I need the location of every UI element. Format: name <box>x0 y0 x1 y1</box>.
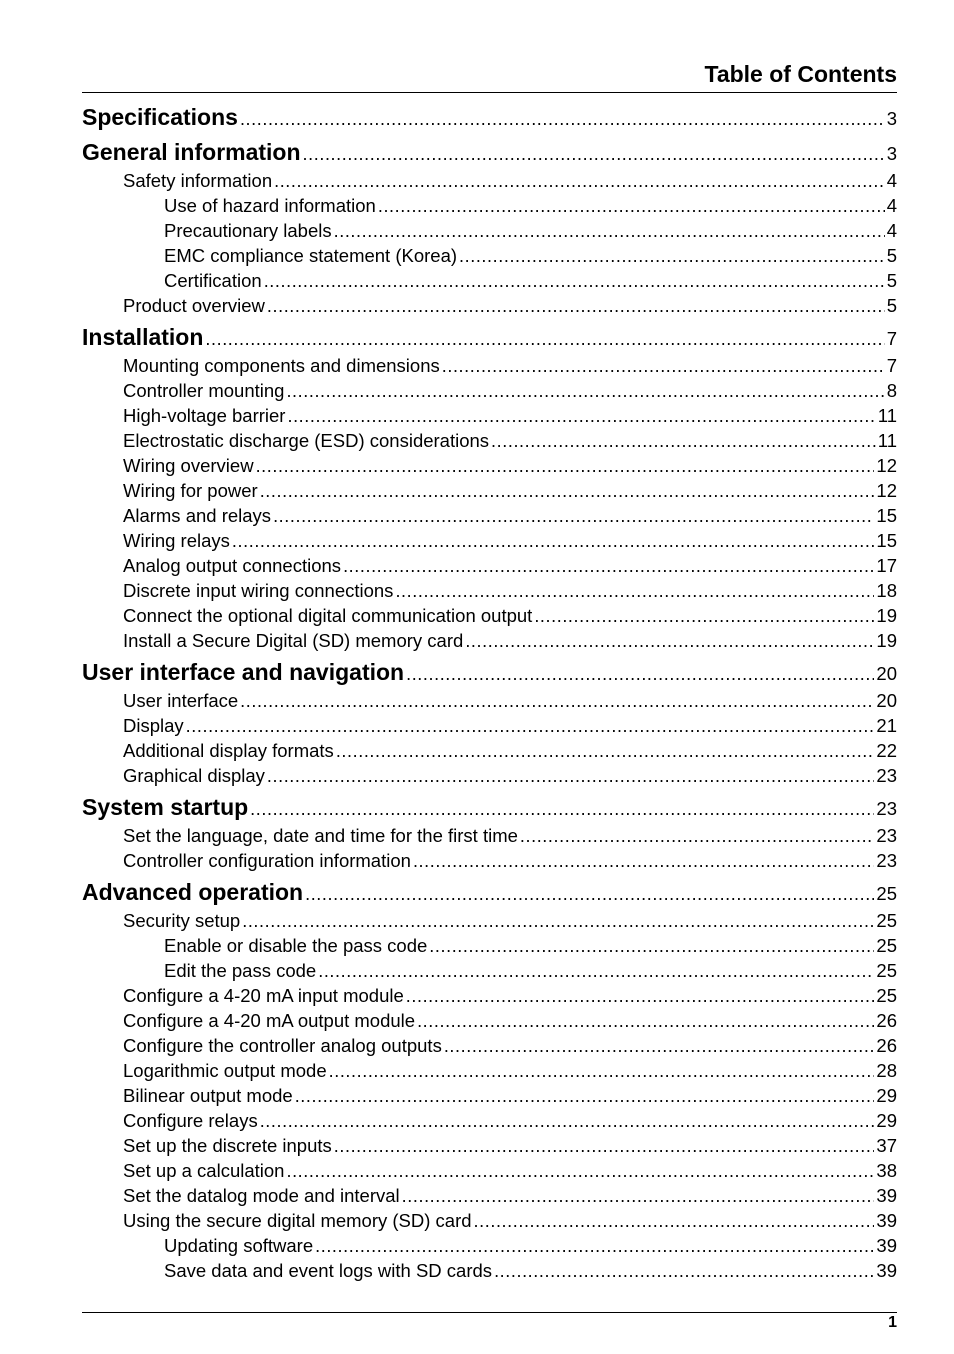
toc-entry-title: EMC compliance statement (Korea) <box>164 245 458 266</box>
toc-entry-title: Alarms and relays <box>123 505 272 526</box>
dot-leader <box>474 1209 875 1234</box>
toc-subsection[interactable] <box>82 983 897 1008</box>
toc-entry-page: 3 <box>886 143 897 164</box>
toc-entry-title: Wiring for power <box>123 480 258 501</box>
header-divider <box>82 92 897 93</box>
dot-leader <box>520 824 875 849</box>
toc-entry-title: Electrostatic discharge (ESD) considerations <box>123 430 490 451</box>
toc-subsection[interactable] <box>82 628 897 653</box>
toc-subsection[interactable] <box>82 738 897 763</box>
toc-section[interactable] <box>82 657 897 688</box>
toc-entry-title: Save data and event logs with SD cards <box>164 1260 493 1281</box>
toc-entry-page: 11 <box>877 430 897 451</box>
toc-entry-title: Set the language, date and time for the first time <box>123 825 518 846</box>
toc-entry-title: Connect the optional digital communication output <box>123 605 533 626</box>
toc-entry-page: 19 <box>876 630 897 651</box>
toc-subsection[interactable] <box>82 688 897 713</box>
toc-entry-page: 19 <box>876 605 897 626</box>
toc-entry-title: Set the datalog mode and interval <box>123 1185 400 1206</box>
dot-leader <box>334 219 885 244</box>
dot-leader <box>256 454 875 479</box>
page-title: Table of Contents <box>704 61 897 87</box>
toc-entry-page: 26 <box>876 1035 897 1056</box>
toc-entry-title: User interface <box>123 690 239 711</box>
toc-subsection[interactable] <box>82 848 897 873</box>
toc-subsection[interactable] <box>82 428 897 453</box>
toc-subsection[interactable] <box>82 353 897 378</box>
toc-section[interactable] <box>82 877 897 908</box>
dot-leader <box>242 909 874 934</box>
toc-entry-page: 28 <box>876 1060 897 1081</box>
toc-subsection[interactable] <box>82 403 897 428</box>
toc-subsection[interactable] <box>82 1208 897 1233</box>
toc-subsubsection[interactable] <box>82 1233 897 1258</box>
dot-leader <box>417 1009 874 1034</box>
dot-leader <box>287 404 875 429</box>
toc-entry-title: Bilinear output mode <box>123 1085 293 1106</box>
dot-leader <box>305 879 874 910</box>
toc-subsubsection[interactable] <box>82 218 897 243</box>
dot-leader <box>250 794 874 825</box>
toc-entry-title: Set up a calculation <box>123 1160 285 1181</box>
toc-subsection[interactable] <box>82 503 897 528</box>
toc-entry-title: Mounting components and dimensions <box>123 355 440 376</box>
toc-entry-page: 25 <box>876 935 897 956</box>
toc-entry-title: Edit the pass code <box>164 960 317 981</box>
toc-entry-title: Configure a 4-20 mA input module <box>123 985 404 1006</box>
toc-subsection[interactable] <box>82 1083 897 1108</box>
dot-leader <box>534 604 874 629</box>
toc-entry-page: 12 <box>876 480 897 501</box>
toc-entry-title: User interface and navigation <box>82 659 405 685</box>
toc-subsubsection[interactable] <box>82 1258 897 1283</box>
dot-leader <box>378 194 885 219</box>
toc-entry-page: 21 <box>876 715 897 736</box>
toc-entry-title: Wiring relays <box>123 530 230 551</box>
toc-entry-title: Controller mounting <box>123 380 285 401</box>
toc-entry-page: 23 <box>876 765 897 786</box>
toc-entry-page: 25 <box>876 985 897 1006</box>
toc-entry-page: 7 <box>886 328 897 349</box>
dot-leader <box>444 1034 875 1059</box>
dot-leader <box>442 354 885 379</box>
toc-entry-title: Security setup <box>123 910 241 931</box>
dot-leader <box>286 379 884 404</box>
dot-leader <box>232 529 875 554</box>
toc-entry-page: 25 <box>876 883 897 904</box>
toc-entry-title: Controller configuration information <box>123 850 411 871</box>
dot-leader <box>429 934 874 959</box>
dot-leader <box>205 324 884 355</box>
dot-leader <box>343 554 874 579</box>
toc-entry-title: Updating software <box>164 1235 314 1256</box>
toc-entry-page: 26 <box>876 1010 897 1031</box>
toc-entry-title: Advanced operation <box>82 879 304 905</box>
toc-entry-title: Configure relays <box>123 1110 258 1131</box>
toc-entry-page: 11 <box>877 405 897 426</box>
toc-section[interactable] <box>82 792 897 823</box>
toc-entry-page: 29 <box>876 1085 897 1106</box>
toc-subsection[interactable] <box>82 578 897 603</box>
toc-subsection[interactable] <box>82 823 897 848</box>
toc-entry-page: 5 <box>886 295 897 316</box>
toc-entry-page: 4 <box>886 220 897 241</box>
toc-subsection[interactable] <box>82 763 897 788</box>
dot-leader <box>459 244 885 269</box>
footer-divider <box>82 1312 897 1313</box>
toc-entry-title: Enable or disable the pass code <box>164 935 428 956</box>
toc-subsection[interactable] <box>82 293 897 318</box>
toc-entry-page: 39 <box>876 1235 897 1256</box>
dot-leader <box>315 1234 874 1259</box>
toc-subsection[interactable] <box>82 603 897 628</box>
dot-leader <box>273 504 874 529</box>
toc-entry-page: 20 <box>876 663 897 684</box>
toc-entry-page: 22 <box>876 740 897 761</box>
toc-subsection[interactable] <box>82 1108 897 1133</box>
toc-entry-page: 8 <box>886 380 897 401</box>
toc-entry-page: 39 <box>876 1260 897 1281</box>
page-number: 1 <box>888 1314 897 1331</box>
toc-subsubsection[interactable] <box>82 193 897 218</box>
dot-leader <box>260 479 875 504</box>
toc-subsection[interactable] <box>82 1058 897 1083</box>
dot-leader <box>186 714 875 739</box>
toc-subsection[interactable] <box>82 478 897 503</box>
dot-leader <box>494 1259 874 1284</box>
toc-entry-title: Certification <box>164 270 262 291</box>
toc-entry-title: Additional display formats <box>123 740 334 761</box>
toc-section[interactable] <box>82 322 897 353</box>
dot-leader <box>406 659 874 690</box>
dot-leader <box>260 1109 875 1134</box>
dot-leader <box>303 139 885 170</box>
toc-subsubsection[interactable] <box>82 243 897 268</box>
toc-entry-page: 37 <box>876 1135 897 1156</box>
dot-leader <box>336 739 875 764</box>
toc-entry-title: Precautionary labels <box>164 220 332 241</box>
toc-entry-page: 15 <box>876 530 897 551</box>
dot-leader <box>465 629 874 654</box>
table-of-contents <box>82 102 897 1283</box>
toc-entry-page: 39 <box>876 1210 897 1231</box>
toc-entry-title: Install a Secure Digital (SD) memory card <box>123 630 464 651</box>
toc-subsection[interactable] <box>82 1158 897 1183</box>
toc-entry-title: Set up the discrete inputs <box>123 1135 332 1156</box>
toc-entry-page: 29 <box>876 1110 897 1131</box>
dot-leader <box>240 689 874 714</box>
toc-entry-page: 39 <box>876 1185 897 1206</box>
toc-subsection[interactable] <box>82 1133 897 1158</box>
dot-leader <box>264 269 885 294</box>
toc-entry-page: 17 <box>876 555 897 576</box>
toc-entry-title: Using the secure digital memory (SD) card <box>123 1210 472 1231</box>
toc-subsection[interactable] <box>82 713 897 738</box>
toc-subsection[interactable] <box>82 453 897 478</box>
dot-leader <box>395 579 874 604</box>
toc-entry-title: General information <box>82 139 301 165</box>
toc-entry-title: Configure the controller analog outputs <box>123 1035 442 1056</box>
toc-entry-title: Wiring overview <box>123 455 254 476</box>
toc-entry-page: 23 <box>876 850 897 871</box>
toc-section[interactable] <box>82 137 897 168</box>
toc-entry-page: 7 <box>886 355 897 376</box>
toc-entry-title: Display <box>123 715 184 736</box>
toc-entry-page: 12 <box>876 455 897 476</box>
toc-entry-title: System startup <box>82 794 249 820</box>
dot-leader <box>334 1134 875 1159</box>
dot-leader <box>413 849 874 874</box>
toc-entry-page: 3 <box>886 108 897 129</box>
toc-entry-page: 4 <box>886 170 897 191</box>
toc-entry-page: 18 <box>876 580 897 601</box>
dot-leader <box>295 1084 875 1109</box>
toc-subsubsection[interactable] <box>82 268 897 293</box>
dot-leader <box>274 169 885 194</box>
toc-entry-title: Discrete input wiring connections <box>123 580 394 601</box>
dot-leader <box>318 959 874 984</box>
toc-entry-page: 25 <box>876 960 897 981</box>
toc-entry-page: 23 <box>876 825 897 846</box>
toc-entry-title: Configure a 4-20 mA output module <box>123 1010 416 1031</box>
dot-leader <box>267 294 885 319</box>
toc-subsection[interactable] <box>82 908 897 933</box>
toc-subsection[interactable] <box>82 1008 897 1033</box>
dot-leader <box>240 104 885 135</box>
dot-leader <box>329 1059 875 1084</box>
toc-entry-page: 25 <box>876 910 897 931</box>
toc-entry-page: 5 <box>886 270 897 291</box>
toc-entry-page: 38 <box>876 1160 897 1181</box>
toc-entry-title: Installation <box>82 324 204 350</box>
toc-entry-page: 20 <box>876 690 897 711</box>
toc-entry-title: Graphical display <box>123 765 265 786</box>
toc-entry-title: Analog output connections <box>123 555 342 576</box>
toc-section[interactable] <box>82 102 897 133</box>
toc-subsection[interactable] <box>82 1183 897 1208</box>
toc-entry-page: 4 <box>886 195 897 216</box>
toc-subsection[interactable] <box>82 1033 897 1058</box>
toc-entry-title: Product overview <box>123 295 265 316</box>
toc-entry-page: 15 <box>876 505 897 526</box>
dot-leader <box>491 429 876 454</box>
toc-entry-page: 5 <box>886 245 897 266</box>
toc-subsection[interactable] <box>82 553 897 578</box>
dot-leader <box>402 1184 875 1209</box>
toc-entry-title: Specifications <box>82 104 238 130</box>
toc-subsection[interactable] <box>82 168 897 193</box>
toc-entry-title: Safety information <box>123 170 273 191</box>
toc-subsubsection[interactable] <box>82 933 897 958</box>
dot-leader <box>286 1159 874 1184</box>
toc-entry-page: 23 <box>876 798 897 819</box>
dot-leader <box>406 984 875 1009</box>
toc-subsection[interactable] <box>82 378 897 403</box>
dot-leader <box>267 764 875 789</box>
toc-entry-title: High-voltage barrier <box>123 405 286 426</box>
toc-subsection[interactable] <box>82 528 897 553</box>
toc-entry-title: Logarithmic output mode <box>123 1060 327 1081</box>
toc-subsubsection[interactable] <box>82 958 897 983</box>
toc-entry-title: Use of hazard information <box>164 195 376 216</box>
